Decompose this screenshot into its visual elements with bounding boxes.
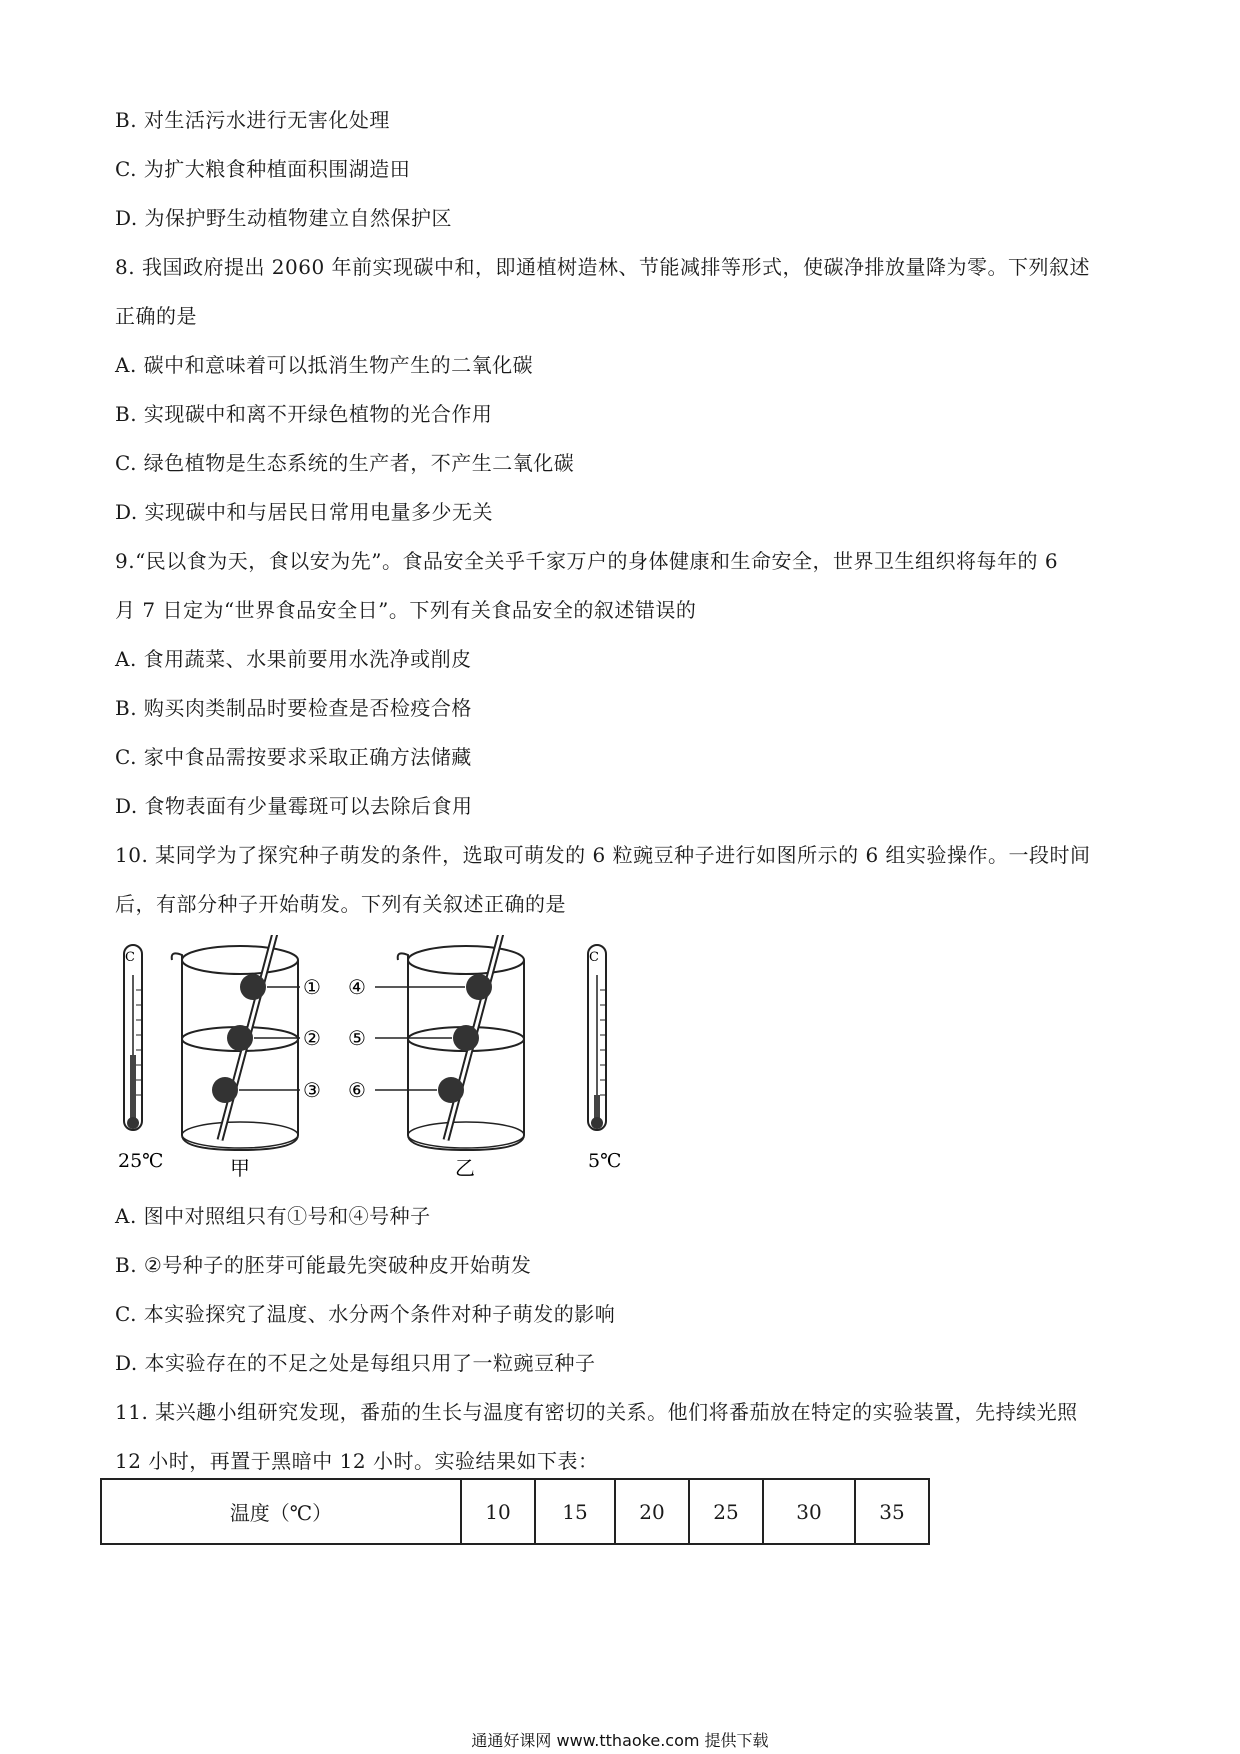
left-beaker — [172, 935, 298, 1150]
question-11-line-2: 12 小时，再置于黑暗中 12 小时。实验结果如下表： — [115, 1449, 599, 1473]
left-thermometer — [124, 945, 142, 1130]
option-10b: B. ②号种子的胚芽可能最先突破种皮开始萌发 — [115, 1253, 532, 1277]
option-7c: C. 为扩大粮食种植面积围湖造田 — [115, 157, 411, 181]
question-10-line-2: 后，有部分种子开始萌发。下列有关叙述正确的是 — [115, 892, 566, 916]
beaker-label-jia: 甲 — [230, 1156, 250, 1180]
table-header-cell: 温度（℃） — [101, 1479, 461, 1544]
question-8-line-1: 8. 我国政府提出 2060 年前实现碳中和，即通植树造林、节能减排等形式，使碳净排放量降为零。下列叙述 — [115, 255, 1091, 279]
right-temperature-label: 5℃ — [588, 1150, 622, 1172]
question-8-line-2: 正确的是 — [115, 304, 197, 328]
option-7d: D. 为保护野生动植物建立自然保护区 — [115, 206, 453, 230]
option-8b: B. 实现碳中和离不开绿色植物的光合作用 — [115, 402, 493, 426]
seed-experiment-figure — [110, 935, 640, 1190]
table-cell: 35 — [855, 1479, 929, 1544]
option-9b: B. 购买肉类制品时要检查是否检疫合格 — [115, 696, 472, 720]
option-10c: C. 本实验探究了温度、水分两个条件对种子萌发的影响 — [115, 1302, 616, 1326]
beaker-label-yi: 乙 — [455, 1156, 475, 1180]
option-7b: B. 对生活污水进行无害化处理 — [115, 108, 390, 132]
option-9a: A. 食用蔬菜、水果前要用水洗净或削皮 — [115, 647, 472, 671]
option-8d: D. 实现碳中和与居民日常用电量多少无关 — [115, 500, 494, 524]
question-9-line-2: 月 7 日定为“世界食品安全日”。下列有关食品安全的叙述错误的 — [115, 598, 697, 622]
seed-label-4: ④ — [348, 975, 366, 999]
left-thermo-unit: C — [125, 950, 135, 965]
option-9c: C. 家中食品需按要求采取正确方法储藏 — [115, 745, 472, 769]
seed-label-6: ⑥ — [348, 1078, 366, 1102]
table-cell: 15 — [535, 1479, 615, 1544]
right-thermometer — [588, 945, 606, 1130]
question-9-line-1: 9.“民以食为天，食以安为先”。食品安全关乎千家万户的身体健康和生命安全，世界卫生组织将每年的 6 — [115, 549, 1059, 573]
option-8c: C. 绿色植物是生态系统的生产者，不产生二氧化碳 — [115, 451, 575, 475]
option-8a: A. 碳中和意味着可以抵消生物产生的二氧化碳 — [115, 353, 534, 377]
seed-label-1: ① — [303, 975, 321, 999]
table-cell: 30 — [763, 1479, 855, 1544]
table-cell: 25 — [689, 1479, 763, 1544]
temperature-table — [100, 1478, 930, 1545]
option-10d: D. 本实验存在的不足之处是每组只用了一粒豌豆种子 — [115, 1351, 596, 1375]
seed-label-3: ③ — [303, 1078, 321, 1102]
table-cell: 10 — [461, 1479, 535, 1544]
table-cell: 20 — [615, 1479, 689, 1544]
seed-label-2: ② — [303, 1026, 321, 1050]
table-row — [101, 1479, 929, 1544]
seed-label-5: ⑤ — [348, 1026, 366, 1050]
right-thermo-unit: C — [589, 950, 599, 965]
question-10-line-1: 10. 某同学为了探究种子萌发的条件，选取可萌发的 6 粒豌豆种子进行如图所示的 6 组实验操作。一段时间 — [115, 843, 1091, 867]
page-footer: 通通好课网 www.tthaoke.com 提供下载 — [471, 1731, 769, 1750]
option-9d: D. 食物表面有少量霉斑可以去除后食用 — [115, 794, 473, 818]
left-temperature-label: 25℃ — [118, 1150, 164, 1172]
question-11-line-1: 11. 某兴趣小组研究发现，番茄的生长与温度有密切的关系。他们将番茄放在特定的实验装置，先持续光照 — [115, 1400, 1078, 1424]
right-beaker — [398, 935, 524, 1150]
option-10a: A. 图中对照组只有①号和④号种子 — [115, 1204, 431, 1228]
